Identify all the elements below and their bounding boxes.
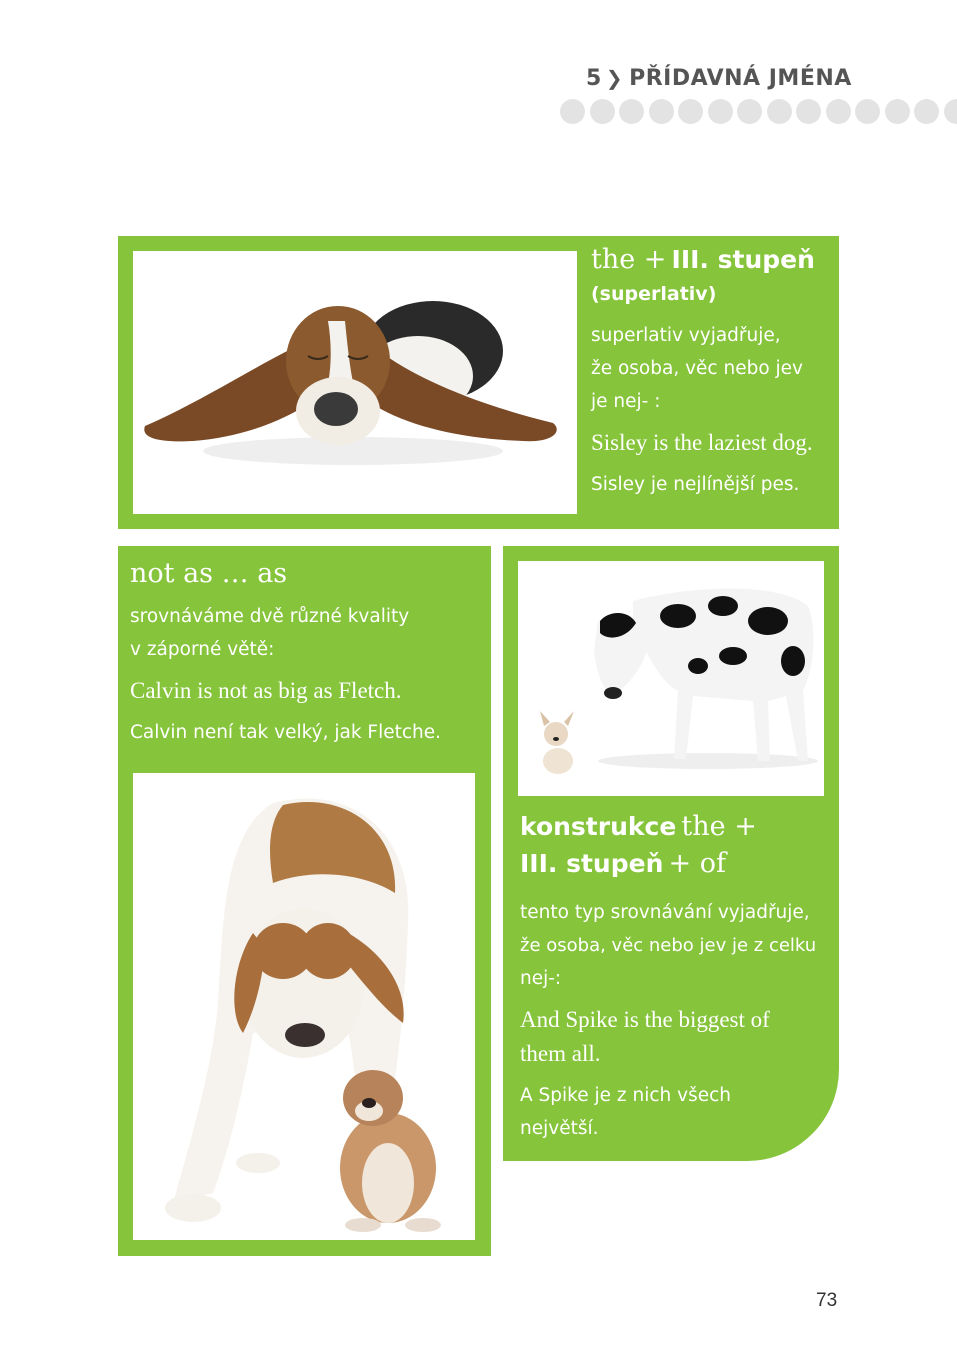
heading-the: the + <box>591 244 667 275</box>
heading-konstrukce: konstrukce <box>520 812 677 841</box>
chevron-right-icon: ❯ <box>605 66 624 90</box>
not-as-example-en: Calvin is not as big as Fletch. <box>130 678 402 703</box>
great-dane-and-chihuahua-photo <box>518 561 824 796</box>
construction-panel <box>503 546 839 1161</box>
construction-example-en-line: them all. <box>520 1041 601 1066</box>
decorative-dot-row <box>560 99 957 126</box>
page-number: 73 <box>816 1290 838 1311</box>
heading-stupen: III. stupeň <box>671 245 815 274</box>
not-as-panel <box>118 546 491 1256</box>
construction-heading-line-1 <box>520 810 835 847</box>
not-as-description-line: v záporné větě: <box>130 639 275 660</box>
construction-heading-line-2 <box>520 847 835 884</box>
not-as-example-cs: Calvin není tak velký, jak Fletche. <box>130 722 442 743</box>
construction-example-cs-line: A Spike je z nich všech <box>520 1085 731 1106</box>
construction-description-line: nej-: <box>520 968 562 989</box>
chapter-number: 5 <box>586 66 602 91</box>
construction-description-line: tento typ srovnávání vyjadřuje, <box>520 902 810 923</box>
chapter-header <box>586 66 852 91</box>
saint-bernard-puppy-and-bulldog-photo <box>133 773 475 1240</box>
superlative-example-cs: Sisley je nejlínější pes. <box>591 474 800 495</box>
superlative-subheading: (superlativ) <box>591 283 717 305</box>
not-as-description-line: srovnáváme dvě různé kvality <box>130 606 410 627</box>
superlative-example-en: Sisley is the laziest dog. <box>591 430 813 455</box>
construction-example-cs-line: největší. <box>520 1118 599 1139</box>
superlative-description-line: superlativ vyjadřuje, <box>591 325 781 346</box>
heading-stupen: III. stupeň <box>520 849 664 878</box>
not-as-heading: not as … as <box>130 558 288 589</box>
basset-hound-photo <box>133 251 577 514</box>
chapter-title: PŘÍDAVNÁ JMÉNA <box>629 66 852 91</box>
superlative-heading <box>591 244 836 279</box>
superlative-description-line: že osoba, věc nebo jev <box>591 358 803 379</box>
construction-example-en-line: And Spike is the biggest of <box>520 1007 770 1032</box>
heading-the: the + <box>681 811 757 842</box>
construction-description-line: že osoba, věc nebo jev je z celku <box>520 935 817 956</box>
superlative-description-line: je nej- : <box>591 391 661 412</box>
superlative-panel <box>118 236 839 529</box>
heading-of: + of <box>668 848 726 879</box>
